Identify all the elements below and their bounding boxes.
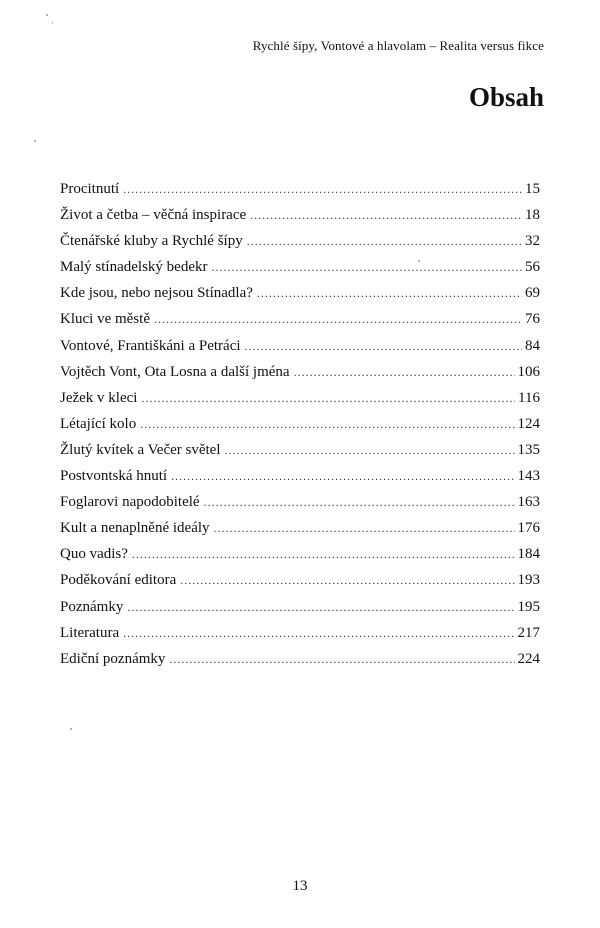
toc-entry-title: Poznámky bbox=[60, 598, 124, 615]
toc-entry-page: 193 bbox=[517, 572, 540, 589]
toc-entry-title: Quo vadis? bbox=[60, 546, 128, 563]
toc-entry-page: 76 bbox=[525, 311, 540, 328]
toc-entry bbox=[60, 306, 540, 332]
toc-entry-title: Ježek v kleci bbox=[60, 389, 138, 406]
toc-entry-page: 176 bbox=[517, 520, 540, 537]
toc-entry-page: 224 bbox=[517, 650, 540, 667]
dot-leader bbox=[247, 228, 522, 254]
toc-entry-page: 18 bbox=[525, 207, 540, 224]
dot-leader bbox=[123, 176, 522, 202]
toc-entry-title: Žlutý kvítek a Večer světel bbox=[60, 441, 221, 458]
toc-entry-title: Kde jsou, nebo nejsou Stínadla? bbox=[60, 285, 253, 302]
toc-entry-page: 143 bbox=[517, 468, 540, 485]
toc-entry-title: Postvontská hnutí bbox=[60, 468, 168, 485]
toc-entry bbox=[60, 515, 540, 541]
toc-entry bbox=[60, 463, 540, 489]
toc-entry-page: 195 bbox=[517, 598, 540, 615]
toc-entry-page: 116 bbox=[518, 389, 540, 406]
toc-entry-page: 32 bbox=[525, 233, 540, 250]
scan-speck bbox=[46, 14, 48, 16]
toc-entry bbox=[60, 385, 540, 411]
toc-entry-page: 15 bbox=[525, 181, 540, 197]
dot-leader bbox=[257, 280, 522, 306]
dot-leader bbox=[294, 359, 515, 385]
dot-leader bbox=[123, 620, 514, 646]
toc-entry-title: Kult a nenaplněné ideály bbox=[60, 520, 210, 537]
toc-entry-page: 69 bbox=[525, 285, 540, 302]
toc-entry-page: 124 bbox=[517, 415, 540, 432]
toc-entry bbox=[60, 333, 540, 359]
dot-leader bbox=[225, 437, 515, 463]
toc-entry bbox=[60, 228, 540, 254]
running-head: Rychlé šípy, Vontové a hlavolam – Realita versus fikce bbox=[252, 38, 544, 53]
toc-entry-page: 217 bbox=[517, 624, 540, 641]
toc-entry-title: Malý stínadelský bedekr bbox=[60, 259, 208, 276]
toc-entry bbox=[60, 489, 540, 515]
toc-entry bbox=[60, 620, 540, 646]
page-title: Obsah bbox=[468, 82, 544, 112]
scan-speck bbox=[70, 728, 72, 730]
dot-leader bbox=[169, 646, 514, 672]
dot-leader bbox=[211, 254, 522, 280]
toc-entry bbox=[60, 437, 540, 463]
toc-entry-title: Život a četba – věčná inspirace bbox=[60, 207, 247, 224]
scan-speck bbox=[34, 140, 36, 142]
toc-entry-page: 135 bbox=[517, 441, 540, 458]
scan-speck bbox=[52, 22, 53, 24]
toc-entry-title: Létající kolo bbox=[60, 415, 137, 432]
toc-entry-page: 56 bbox=[525, 259, 540, 276]
dot-leader bbox=[250, 202, 522, 228]
dot-leader bbox=[154, 306, 522, 332]
toc-entry-title: Kluci ve městě bbox=[60, 311, 150, 328]
toc-entry-title: Procitnutí bbox=[60, 181, 120, 197]
scan-speck bbox=[418, 260, 420, 262]
dot-leader bbox=[171, 463, 514, 489]
table-of-contents bbox=[60, 176, 540, 672]
toc-entry bbox=[60, 594, 540, 620]
toc-entry-page: 106 bbox=[517, 363, 540, 380]
toc-entry-title: Foglarovi napodobitelé bbox=[60, 494, 200, 511]
dot-leader bbox=[214, 515, 515, 541]
page-number: 13 bbox=[292, 878, 308, 894]
dot-leader bbox=[204, 489, 515, 515]
toc-entry bbox=[60, 411, 540, 437]
toc-entry bbox=[60, 359, 540, 385]
toc-entry-page: 84 bbox=[525, 337, 540, 354]
toc-entry bbox=[60, 567, 540, 593]
toc-entry-page: 163 bbox=[517, 494, 540, 511]
toc-entry bbox=[60, 280, 540, 306]
dot-leader bbox=[180, 567, 514, 593]
dot-leader bbox=[132, 541, 515, 567]
toc-entry bbox=[60, 202, 540, 228]
dot-leader bbox=[127, 594, 514, 620]
toc-entry-title: Literatura bbox=[60, 624, 120, 641]
toc-entry bbox=[60, 176, 540, 202]
toc-entry bbox=[60, 254, 540, 280]
dot-leader bbox=[245, 333, 522, 359]
toc-entry bbox=[60, 646, 540, 672]
toc-entry-title: Vojtěch Vont, Ota Losna a další jména bbox=[60, 363, 290, 380]
toc-entry-title: Čtenářské kluby a Rychlé šípy bbox=[60, 233, 243, 250]
dot-leader bbox=[140, 411, 514, 437]
toc-entry-title: Poděkování editora bbox=[60, 572, 177, 589]
dot-leader bbox=[141, 385, 515, 411]
toc-entry-title: Vontové, Františkáni a Petráci bbox=[60, 337, 241, 354]
toc-entry bbox=[60, 541, 540, 567]
toc-entry-title: Ediční poznámky bbox=[60, 650, 166, 667]
toc-entry-page: 184 bbox=[517, 546, 540, 563]
